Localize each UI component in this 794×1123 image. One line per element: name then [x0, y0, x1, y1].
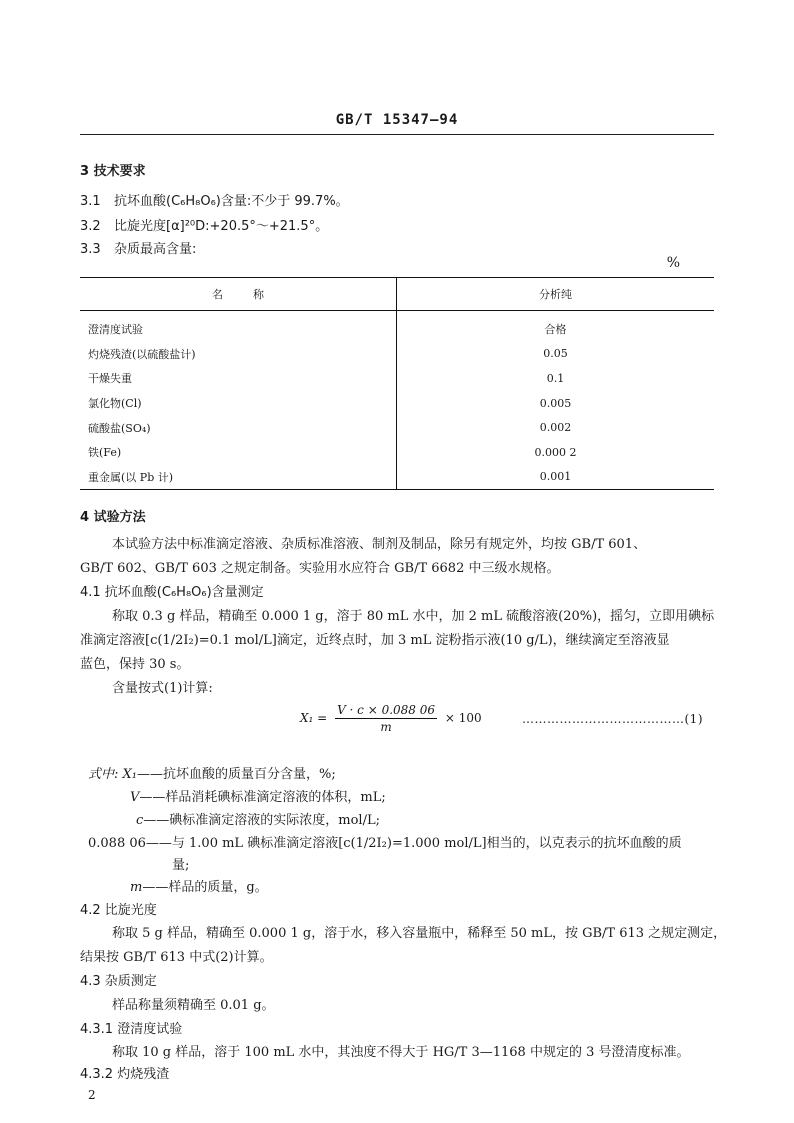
def-v [130, 786, 386, 805]
col-name-header: 名称 [80, 278, 397, 311]
def-text: ——样品消耗碘标准滴定溶液的体积，mL; [139, 790, 386, 805]
section-3-title: 3 技术要求 [80, 164, 146, 179]
def-c [136, 809, 380, 828]
header-rule [80, 134, 714, 135]
section-4-3-1-title: 4.3.1 澄清度试验 [80, 1022, 183, 1037]
def-symbol: 式中: X₁ [88, 767, 137, 782]
section-4-2-line-2: 结果按 GB/T 613 中式(2)计算。 [80, 950, 273, 965]
table-unit: % [666, 255, 680, 271]
formula-1 [300, 703, 482, 734]
item-3-2-text: 比旋光度[α]²⁰D:+20.5°～+21.5°。 [114, 219, 329, 234]
item-3-2-num: 3.2 [80, 219, 101, 234]
section-4-intro-2: GB/T 602、GB/T 603 之规定制备。实验用水应符合 GB/T 6682 中三级水规格。 [80, 561, 560, 576]
table-row [80, 391, 714, 416]
formula-fraction [335, 703, 437, 734]
page-header: GB/T 15347—94 [335, 112, 459, 128]
section-4-3-title: 4.3 杂质测定 [80, 974, 157, 989]
def-symbol: 0.088 06 [88, 836, 146, 851]
row-name: 氯化物(Cl) [80, 391, 397, 416]
row-name: 干燥失重 [80, 366, 397, 391]
item-3-3-text: 杂质最高含量: [114, 242, 197, 257]
section-4-1-calc: 含量按式(1)计算: [112, 681, 213, 696]
row-name: 灼烧残渣(以硫酸盐计) [80, 342, 397, 367]
table-row [80, 465, 714, 490]
item-3-1-text: 抗坏血酸(C₆H₈O₆)含量:不少于 99.7%。 [114, 194, 349, 209]
formula-number: (1) [684, 712, 703, 726]
formula-dots: ………………………………… [522, 712, 685, 726]
section-4-1-title: 4.1 抗坏血酸(C₆H₈O₆)含量测定 [80, 585, 264, 600]
row-value: 0.1 [546, 371, 565, 385]
formula-rhs: × 100 [444, 711, 482, 725]
def-text: ——样品的质量，g。 [142, 880, 268, 895]
def-x1 [88, 763, 336, 782]
def-m [130, 876, 268, 895]
section-4-1-line-3: 蓝色，保持 30 s。 [80, 657, 190, 672]
row-name: 重金属(以 Pb 计) [80, 465, 397, 490]
section-4-2-title: 4.2 比旋光度 [80, 903, 157, 918]
table-row [80, 366, 714, 391]
table-row [80, 415, 714, 440]
table-row [80, 440, 714, 465]
table-header-row [80, 278, 714, 311]
table-row [80, 342, 714, 367]
formula-denominator: m [380, 720, 392, 734]
section-4-3-2-title: 4.3.2 灼烧残渣 [80, 1067, 170, 1082]
section-4-3-line-1: 样品称量须精确至 0.01 g。 [112, 998, 275, 1013]
row-name: 硫酸盐(SO₄) [80, 415, 397, 440]
def-text: ——抗坏血酸的质量百分含量，%; [136, 767, 336, 782]
item-3-1-num: 3.1 [80, 194, 101, 209]
section-4-2-line-1: 称取 5 g 样品，精确至 0.000 1 g，溶于水，移入容量瓶中，稀释至 50 mL，按 GB/T 613 之规定测定， [112, 926, 727, 941]
item-3-1 [80, 190, 349, 209]
formula-numerator: V · c × 0.088 06 [337, 703, 436, 717]
section-4-3-1-line-1: 称取 10 g 样品，溶于 100 mL 水中，其浊度不得大于 HG/T 3—1168 中规定的 3 号澄清度标准。 [112, 1045, 690, 1060]
section-4-1-line-1: 称取 0.3 g 样品，精确至 0.000 1 g，溶于 80 mL 水中，加 2 mL 硫酸溶液(20%)，摇匀，立即用碘标 [112, 609, 715, 624]
col-grade-header: 分析纯 [397, 278, 715, 311]
row-value: 0.005 [539, 396, 572, 410]
page-number: 2 [88, 1088, 96, 1102]
def-text: ——与 1.00 mL 碘标准滴定溶液[c(1/2I₂)=1.000 mol/L]相当的，以克表示的抗坏血酸的质 [145, 836, 682, 851]
item-3-3 [80, 238, 196, 257]
row-value: 0.05 [543, 347, 568, 361]
row-value: 合格 [544, 323, 567, 337]
row-name: 铁(Fe) [80, 440, 397, 465]
formula-leader [522, 712, 703, 726]
def-text: ——碘标准滴定溶液的实际浓度，mol/L; [143, 813, 380, 828]
row-name: 澄清度试验 [80, 317, 397, 342]
section-4-title: 4 试验方法 [80, 510, 146, 525]
def-const-cont: 量; [172, 858, 190, 873]
def-const [88, 832, 682, 851]
table-row [80, 317, 714, 342]
impurity-table [80, 277, 714, 490]
section-4-intro-1: 本试验方法中标准滴定溶液、杂质标准溶液、制剂及制品，除另有规定外，均按 GB/T 601、 [112, 537, 647, 552]
item-3-3-num: 3.3 [80, 242, 101, 257]
row-value: 0.000 2 [534, 445, 577, 459]
section-4-1-line-2: 准滴定溶液[c(1/2I₂)=0.1 mol/L]滴定，近终点时，加 3 mL 淀粉指示液(10 g/L)，继续滴定至溶液显 [80, 633, 670, 648]
item-3-2 [80, 215, 328, 234]
def-symbol: m [130, 880, 143, 895]
def-symbol: c [136, 813, 144, 828]
formula-lhs: X₁ = [300, 711, 328, 725]
row-value: 0.001 [397, 465, 715, 490]
def-symbol: V [130, 790, 140, 805]
row-value: 0.002 [539, 421, 572, 435]
